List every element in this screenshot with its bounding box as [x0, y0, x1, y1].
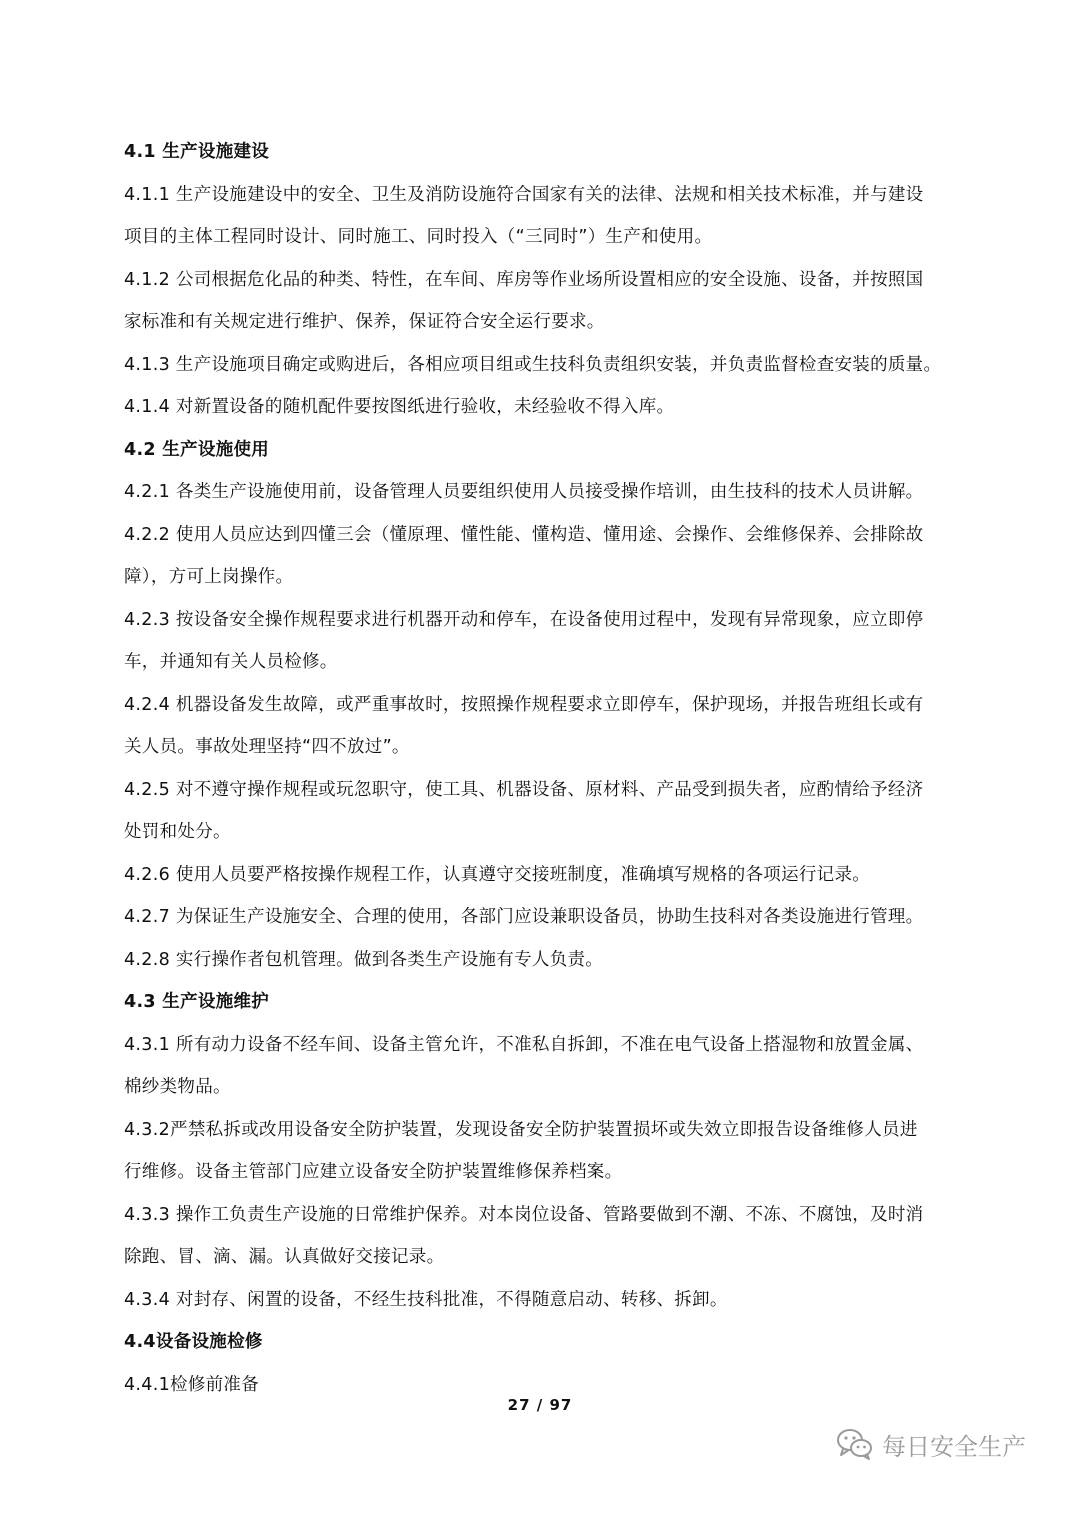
paragraph-line: 4.3.2严禁私拆或改用设备安全防护装置，发现设备安全防护装置损坏或失效立即报告设备维修人员进 — [124, 1119, 918, 1140]
paragraph-line: 4.3.3 操作工负责生产设施的日常维护保养。对本岗位设备、管路要做到不潮、不冻、不腐蚀，及时消 — [124, 1204, 924, 1225]
paragraph-line: 4.2.5 对不遵守操作规程或玩忽职守，使工具、机器设备、原材料、产品受到损失者，应酌情给予经济 — [124, 779, 924, 800]
paragraph-line: 4.2.2 使用人员应达到四懂三会（懂原理、懂性能、懂构造、懂用途、会操作、会维修保养、会排除故 — [124, 524, 924, 545]
watermark-label: 每日安全生产 — [882, 1432, 1026, 1461]
paragraph-line: 4.4.1检修前准备 — [124, 1374, 260, 1395]
paragraph-line: 4.2.7 为保证生产设施安全、合理的使用，各部门应设兼职设备员，协助生技科对各类设施进行管理。 — [124, 907, 924, 927]
paragraph-line: 障），方可上岗操作。 — [124, 567, 294, 587]
paragraph-line: 项目的主体工程同时设计、同时施工、同时投入（“三同时”）生产和使用。 — [124, 227, 713, 247]
paragraph-line: 4.3.4 对封存、闲置的设备，不经生技科批准，不得随意启动、转移、拆卸。 — [124, 1289, 728, 1310]
section-heading: 4.1 生产设施建设 — [124, 142, 270, 162]
paragraph-line: 4.2.1 各类生产设施使用前，设备管理人员要组织使用人员接受操作培训，由生技科的技术人员讲解。 — [124, 482, 924, 502]
page-number: 27 / 97 — [507, 1396, 573, 1414]
paragraph-line: 除跑、冒、滴、漏。认真做好交接记录。 — [124, 1247, 445, 1267]
paragraph-line: 4.2.4 机器设备发生故障，或严重事故时，按照操作规程要求立即停车，保护现场，并报告班组长或有 — [124, 694, 924, 715]
paragraph-line: 4.1.1 生产设施建设中的安全、卫生及消防设施符合国家有关的法律、法规和相关技术标准，并与建设 — [124, 184, 924, 205]
paragraph-line: 4.1.2 公司根据危化品的种类、特性，在车间、库房等作业场所设置相应的安全设施、设备，并按照国 — [124, 269, 924, 290]
section-heading: 4.2 生产设施使用 — [124, 439, 270, 460]
paragraph-line: 4.1.4 对新置设备的随机配件要按图纸进行验收，未经验收不得入库。 — [124, 397, 675, 417]
paragraph-line: 车，并通知有关人员检修。 — [124, 652, 338, 672]
watermark — [836, 1424, 1026, 1464]
paragraph-line: 关人员。事故处理坚持“四不放过”。 — [124, 737, 410, 757]
paragraph-line: 4.3.1 所有动力设备不经车间、设备主管允许，不准私自拆卸，不准在电气设备上搭湿物和放置金属、 — [124, 1034, 924, 1055]
paragraph-line: 处罚和处分。 — [124, 822, 231, 842]
section-heading: 4.4设备设施检修 — [124, 1332, 263, 1352]
paragraph-line: 行维修。设备主管部门应建立设备安全防护装置维修保养档案。 — [124, 1162, 623, 1182]
paragraph-line: 4.2.8 实行操作者包机管理。做到各类生产设施有专人负责。 — [124, 949, 604, 970]
paragraph-line: 4.2.6 使用人员要严格按操作规程工作，认真遵守交接班制度，准确填写规格的各项运行记录。 — [124, 864, 871, 885]
paragraph-line: 棉纱类物品。 — [124, 1077, 231, 1097]
paragraph-line: 4.1.3 生产设施项目确定或购进后，各相应项目组或生技科负责组织安装，并负责监督检查安装的质量。 — [124, 354, 942, 375]
paragraph-line: 家标准和有关规定进行维护、保养，保证符合安全运行要求。 — [124, 312, 605, 332]
paragraph-line: 4.2.3 按设备安全操作规程要求进行机器开动和停车，在设备使用过程中，发现有异常现象，应立即停 — [124, 609, 924, 630]
section-heading: 4.3 生产设施维护 — [124, 992, 270, 1012]
wechat-icon — [836, 1427, 874, 1461]
